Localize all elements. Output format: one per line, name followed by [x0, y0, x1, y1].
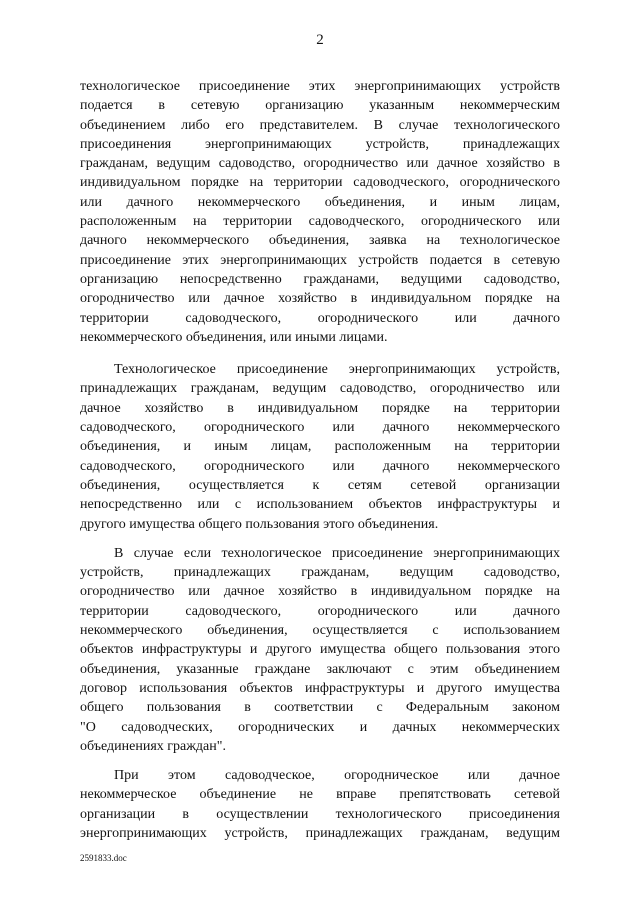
text-line: При этом садоводческое, огородническое или дачное [114, 768, 560, 784]
text-line: подается в сетевую организацию указанным некоммерческим [80, 98, 560, 114]
text-line: В случае если технологическое присоединение энергопринимающих [114, 545, 560, 561]
text-line: принадлежащих гражданам, ведущим садоводство, огородничество или [80, 381, 560, 397]
text-line: некоммерческого объединения, осуществляется с использованием [80, 623, 560, 639]
text-line: территории садоводческого, огороднического или дачного [80, 603, 560, 619]
paragraph [80, 766, 560, 843]
text-line: дачного некоммерческого объединения, заявка на технологическое [80, 233, 560, 249]
text-line: или дачного некоммерческого объединения, и иным лицам, [80, 194, 560, 210]
paragraph [80, 77, 560, 347]
text-line: общего пользования в соответствии с Федеральным законом [80, 700, 560, 716]
text-line: присоединения энергопринимающих устройств, принадлежащих [80, 136, 560, 152]
text-line: некоммерческое объединение не вправе препятствовать сетевой [80, 787, 560, 803]
footer-file-name: 2591833.doc [80, 853, 127, 863]
text-line: "О садоводческих, огороднических и дачных некоммерческих [80, 719, 560, 735]
text-line: садоводческого, огороднического или дачного некоммерческого [80, 458, 560, 474]
text-line: объединения, и иным лицам, расположенным на территории [80, 439, 560, 455]
text-line: энергопринимающих устройств, принадлежащих гражданам, ведущим [80, 825, 560, 841]
text-line: объединения, осуществляется к сетям сетевой организации [80, 477, 560, 493]
text-line: территории садоводческого, огороднического или дачного [80, 310, 560, 326]
text-line: другого имущества общего пользования этого объединения. [80, 516, 439, 532]
text-line: индивидуальном порядке на территории садоводческого, огороднического [80, 175, 560, 191]
text-line: организацию непосредственно гражданами, ведущими садоводство, [80, 271, 560, 287]
text-line: объединениях граждан". [80, 738, 226, 754]
text-line: непосредственно или с использованием объектов инфраструктуры и [80, 497, 560, 513]
text-line: садоводческого, огороднического или дачного некоммерческого [80, 420, 560, 436]
text-line: объединения, указанные граждане заключают с этим объединением [80, 661, 560, 677]
document-body [80, 77, 560, 843]
text-line: присоединение этих энергопринимающих устройств подается в сетевую [80, 252, 560, 268]
text-line: огородничество или дачное хозяйство в индивидуальном порядке на [80, 291, 560, 307]
text-line: расположенным на территории садоводческого, огороднического или [80, 214, 560, 230]
text-line: договор использования объектов инфраструктуры и другого имущества [80, 680, 560, 696]
text-line: огородничество или дачное хозяйство в индивидуальном порядке на [80, 584, 560, 600]
text-line: некоммерческого объединения, или иными лицами. [80, 329, 388, 345]
text-line: объектов инфраструктуры и другого имущества общего пользования этого [80, 642, 560, 658]
text-line: объединением либо его представителем. В случае технологического [80, 117, 560, 133]
text-line: технологическое присоединение этих энергопринимающих устройств [80, 79, 560, 94]
text-line: организации в осуществлении технологического присоединения [80, 806, 560, 822]
text-line: гражданам, ведущим садоводство, огородничество или дачное хозяйство в [80, 156, 560, 172]
text-line: устройств, принадлежащих гражданам, ведущим садоводство, [80, 565, 560, 581]
paragraph [80, 360, 560, 534]
text-line: Технологическое присоединение энергопринимающих устройств, [114, 362, 560, 378]
page-number: 2 [316, 32, 324, 48]
text-line: дачное хозяйство в индивидуальном порядке на территории [80, 400, 560, 416]
paragraph [80, 544, 560, 756]
